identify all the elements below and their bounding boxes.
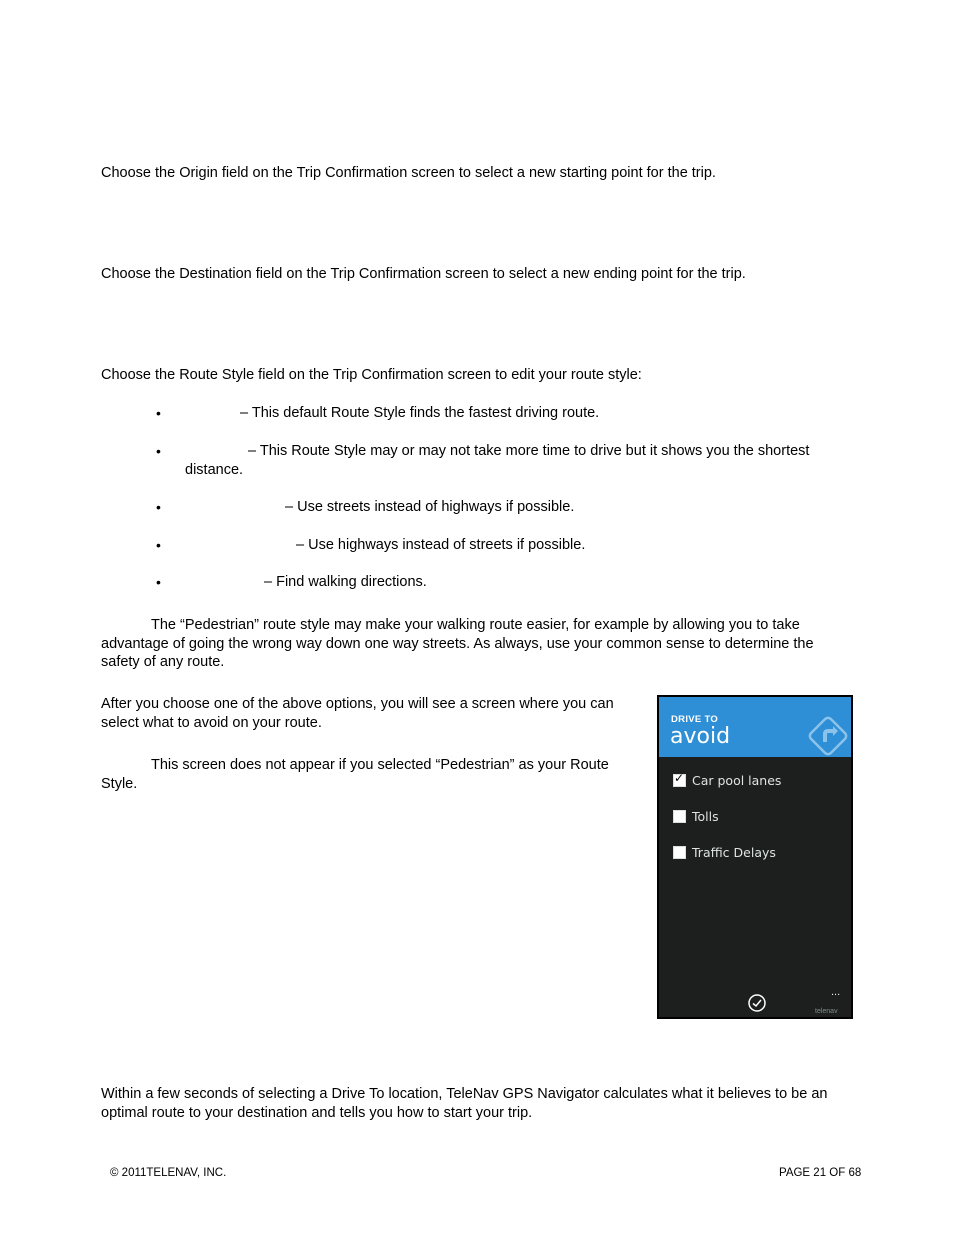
checkbox-icon[interactable] xyxy=(673,846,686,859)
destination-paragraph: Choose the Destination field on the Trip Confirmation screen to select a new ending point for the trip. xyxy=(101,266,746,282)
pedestrian-note: The “Pedestrian” route style may make your walking route easier, for example by allowing you to take advantage of going the wrong way down one way streets. As always, use your common sense to determine the safety of any route. xyxy=(101,617,814,670)
bullet-fastest: – This default Route Style finds the fastest driving route. xyxy=(240,405,600,421)
bullet-pedestrian: – Find walking directions. xyxy=(264,574,427,590)
bullet-prefer-highways: – Use highways instead of streets if possible. xyxy=(296,537,586,553)
bullet-marker: • xyxy=(156,405,161,421)
avoid-title: avoid xyxy=(670,724,731,749)
option-label: Tolls xyxy=(692,809,719,824)
footer-copyright: © 2011TELENAV, INC. xyxy=(110,1167,227,1179)
confirm-check-icon[interactable] xyxy=(747,993,767,1013)
bullet-marker: • xyxy=(156,499,161,515)
bullet-marker: • xyxy=(156,537,161,553)
phone-header xyxy=(659,697,851,757)
brand-watermark: telenav xyxy=(815,1008,838,1015)
checkmark-icon: ✓ xyxy=(674,771,685,785)
avoid-intro-paragraph: After you choose one of the above options, you will see a screen where you can select what to avoid on your route. xyxy=(101,696,614,731)
drive-to-label: DRIVE TO xyxy=(671,714,719,725)
more-options-button[interactable]: ... xyxy=(831,986,841,998)
footer-page-number: PAGE 21 OF 68 xyxy=(779,1167,862,1179)
avoid-note-paragraph: This screen does not appear if you selected “Pedestrian” as your Route Style. xyxy=(101,757,609,792)
bullet-marker: • xyxy=(156,443,161,459)
bullet-marker: • xyxy=(156,574,161,590)
bullet-prefer-streets: – Use streets instead of highways if possible. xyxy=(285,499,575,515)
checkbox-icon[interactable] xyxy=(673,771,686,787)
checkbox-icon[interactable] xyxy=(673,810,686,823)
calculating-paragraph: Within a few seconds of selecting a Drive To location, TeleNav GPS Navigator calculates what it believes to be an optimal route to your destination and tells you how to start your trip. xyxy=(101,1086,828,1121)
option-label: Car pool lanes xyxy=(692,773,782,788)
bullet-shortest: – This Route Style may or may not take more time to drive but it shows you the shortest distance. xyxy=(185,443,810,478)
avoid-screen-screenshot xyxy=(657,695,853,1019)
option-label: Traffic Delays xyxy=(692,845,776,860)
route-style-paragraph: Choose the Route Style field on the Trip Confirmation screen to edit your route style: xyxy=(101,367,642,383)
telenav-logo-icon xyxy=(806,714,850,758)
origin-paragraph: Choose the Origin field on the Trip Confirmation screen to select a new starting point for the trip. xyxy=(101,165,716,181)
